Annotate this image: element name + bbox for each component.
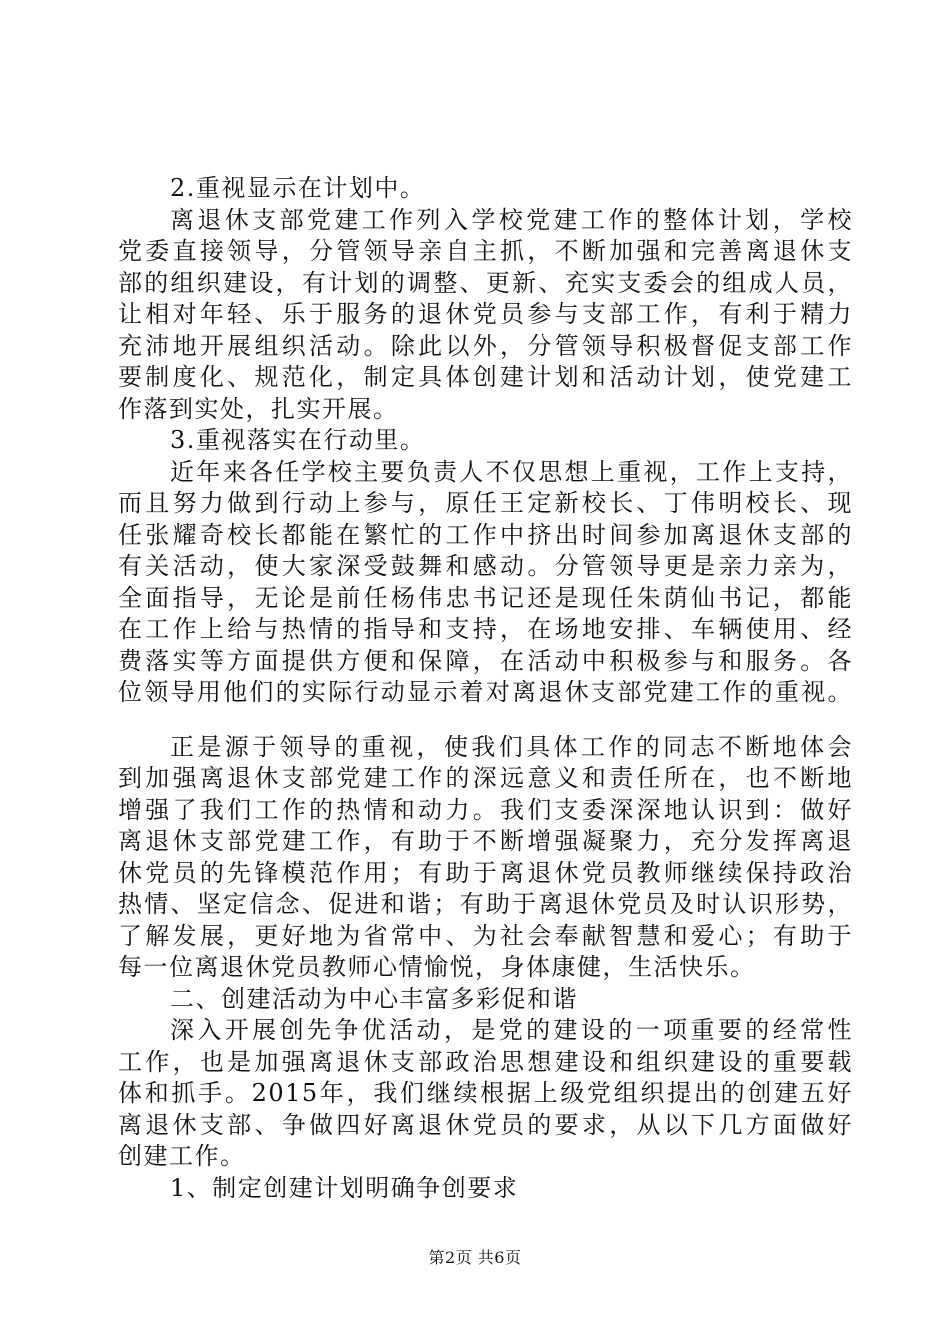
text-line: 热情、坚定信念、促进和谐；有助于离退休党员及时认识形势， — [118, 890, 853, 918]
text-line: 有关活动，使大家深受鼓舞和感动。分管领导更是亲力亲为， — [118, 552, 853, 580]
text-line: 3.重视落实在行动里。 — [170, 426, 426, 454]
text-line: 了解发展，更好地为省常中、为社会奉献智慧和爱心；有助于 — [118, 921, 853, 950]
text-line: 每一位离退休党员教师心情愉悦，身体康健，生活快乐。 — [118, 953, 756, 981]
text-line: 任张耀奇校长都能在繁忙的工作中挤出时间参加离退休支部的 — [118, 520, 853, 549]
text-line: 充沛地开展组织活动。除此以外，分管领导积极督促支部工作 — [118, 331, 853, 360]
text-line: 要制度化、规范化，制定具体创建计划和活动计划，使党建工 — [118, 363, 853, 391]
text-line: 2.重视显示在计划中。 — [170, 174, 426, 202]
text-line: 增强了我们工作的热情和动力。我们支委深深地认识到：做好 — [118, 795, 853, 824]
text-line: 位领导用他们的实际行动显示着对离退休支部党建工作的重视。 — [118, 678, 853, 706]
text-line: 深入开展创先争优活动，是党的建设的一项重要的经常性 — [170, 1016, 853, 1044]
text-line: 让相对年轻、乐于服务的退休党员参与支部工作，有利于精力 — [118, 300, 853, 328]
page-footer: 第2页 共6页 — [428, 1248, 522, 1267]
text-line: 体和抓手。2015年，我们继续根据上级党组织提出的创建五好 — [118, 1079, 853, 1107]
text-line: 党委直接领导，分管领导亲自主抓，不断加强和完善离退休支 — [118, 237, 853, 265]
text-line: 二、创建活动为中心丰富多彩促和谐 — [170, 984, 578, 1013]
text-line: 全面指导，无论是前任杨伟忠书记还是现任朱荫仙书记，都能 — [118, 583, 853, 612]
text-line: 作落到实处，扎实开展。 — [118, 394, 399, 423]
text-line: 到加强离退休支部党建工作的深远意义和责任所在，也不断地 — [118, 764, 853, 792]
text-line: 工作，也是加强离退休支部政治思想建设和组织建设的重要载 — [118, 1047, 853, 1076]
text-line: 在工作上给与热情的指导和支持，在场地安排、车辆使用、经 — [118, 615, 853, 643]
text-line: 离退休支部党建工作列入学校党建工作的整体计划，学校 — [170, 205, 853, 234]
text-line: 1、制定创建计划明确争创要求 — [170, 1173, 519, 1202]
text-line: 近年来各任学校主要负责人不仅思想上重视，工作上支持， — [170, 457, 853, 486]
text-line: 正是源于领导的重视，使我们具体工作的同志不断地体会 — [170, 732, 853, 761]
text-line: 费落实等方面提供方便和保障，在活动中积极参与和服务。各 — [118, 646, 853, 675]
text-line: 休党员的先锋模范作用；有助于离退休党员教师继续保持政治 — [118, 858, 853, 887]
blank-line — [118, 709, 853, 732]
text-line: 离退休支部、争做四好离退休党员的要求，从以下几方面做好 — [118, 1110, 853, 1139]
text-line: 部的组织建设，有计划的调整、更新、充实支委会的组成人员， — [118, 268, 853, 297]
text-line: 创建工作。 — [118, 1142, 246, 1170]
text-line: 而且努力做到行动上参与，原任王定新校长、丁伟明校长、现 — [118, 489, 853, 517]
text-line: 离退休支部党建工作，有助于不断增强凝聚力，充分发挥离退 — [118, 827, 853, 855]
document-body — [118, 173, 853, 1204]
